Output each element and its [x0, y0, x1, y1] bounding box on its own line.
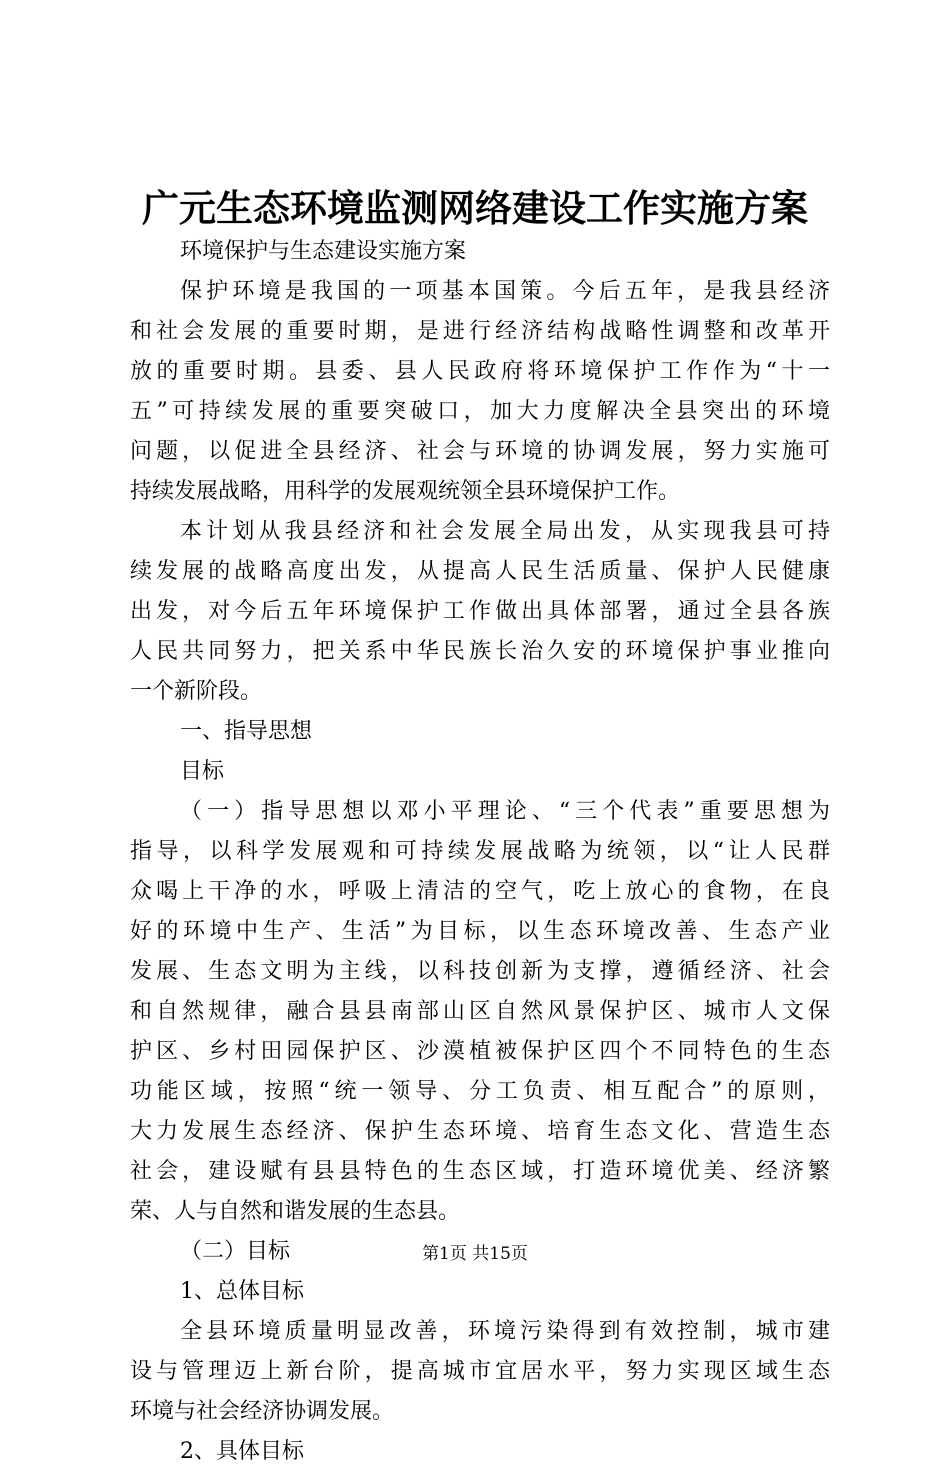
paragraph-line: 持续发展战略，用科学的发展观统领全县环境保护工作。: [130, 479, 681, 504]
section-subtitle: 环境保护与生态建设实施方案: [180, 239, 467, 264]
paragraph-line: 设与管理迈上新台阶，提高城市宜居水平，努力实现区域生态: [130, 1359, 830, 1384]
paragraph-line: 护区、乡村田园保护区、沙漠植被保护区四个不同特色的生态: [130, 1039, 830, 1064]
paragraph-line: 全县环境质量明显改善，环境污染得到有效控制，城市建: [180, 1319, 830, 1344]
paragraph-line: 放的重要时期。县委、县人民政府将环境保护工作作为“十一: [130, 359, 830, 384]
paragraph-line: 功能区域，按照“统一领导、分工负责、相互配合”的原则，: [130, 1079, 830, 1104]
paragraph-line: 人民共同努力，把关系中华民族长治久安的环境保护事业推向: [130, 639, 830, 664]
paragraph-line: 荣、人与自然和谐发展的生态县。: [130, 1199, 461, 1224]
paragraph-line: 本计划从我县经济和社会发展全局出发，从实现我县可持: [180, 519, 830, 544]
paragraph-line: 众喝上干净的水，呼吸上清洁的空气，吃上放心的食物，在良: [130, 879, 830, 904]
paragraph-line: 大力发展生态经济、保护生态环境、培育生态文化、营造生态: [130, 1119, 830, 1144]
paragraph-line: 好的环境中生产、生活”为目标，以生态环境改善、生态产业: [130, 919, 830, 944]
section-heading: （二）目标: [180, 1239, 291, 1264]
section-heading: 目标: [180, 759, 225, 784]
paragraph-line: 指导，以科学发展观和可持续发展战略为统领，以“让人民群: [130, 839, 830, 864]
paragraph-line: 社会，建设赋有县县特色的生态区域，打造环境优美、经济繁: [130, 1159, 830, 1184]
paragraph-line: 一个新阶段。: [130, 679, 263, 704]
paragraph-line: （一）指导思想以邓小平理论、“三个代表”重要思想为: [180, 799, 830, 824]
paragraph-line: 环境与社会经济协调发展。: [130, 1399, 395, 1424]
paragraph-line: 出发，对今后五年环境保护工作做出具体部署，通过全县各族: [130, 599, 830, 624]
document-body: [130, 232, 830, 1472]
section-heading: 1、总体目标: [180, 1279, 304, 1304]
paragraph-line: 和社会发展的重要时期，是进行经济结构战略性调整和改革开: [130, 319, 830, 344]
document-title: 广元生态环境监测网络建设工作实施方案: [142, 186, 808, 230]
paragraph-line: 发展、生态文明为主线，以科技创新为支撑，遵循经济、社会: [130, 959, 830, 984]
paragraph-line: 续发展的战略高度出发，从提高人民生活质量、保护人民健康: [130, 559, 830, 584]
paragraph-line: 保护环境是我国的一项基本国策。今后五年，是我县经济: [180, 279, 830, 304]
page-footer: 第1页 共15页: [422, 1244, 528, 1264]
paragraph-line: 五”可持续发展的重要突破口，加大力度解决全县突出的环境: [130, 399, 830, 424]
section-heading: 一、指导思想: [180, 719, 313, 744]
paragraph-line: 问题，以促进全县经济、社会与环境的协调发展，努力实施可: [130, 439, 830, 464]
section-heading: 2、具体目标: [180, 1439, 304, 1464]
paragraph-line: 和自然规律，融合县县南部山区自然风景保护区、城市人文保: [130, 999, 830, 1024]
